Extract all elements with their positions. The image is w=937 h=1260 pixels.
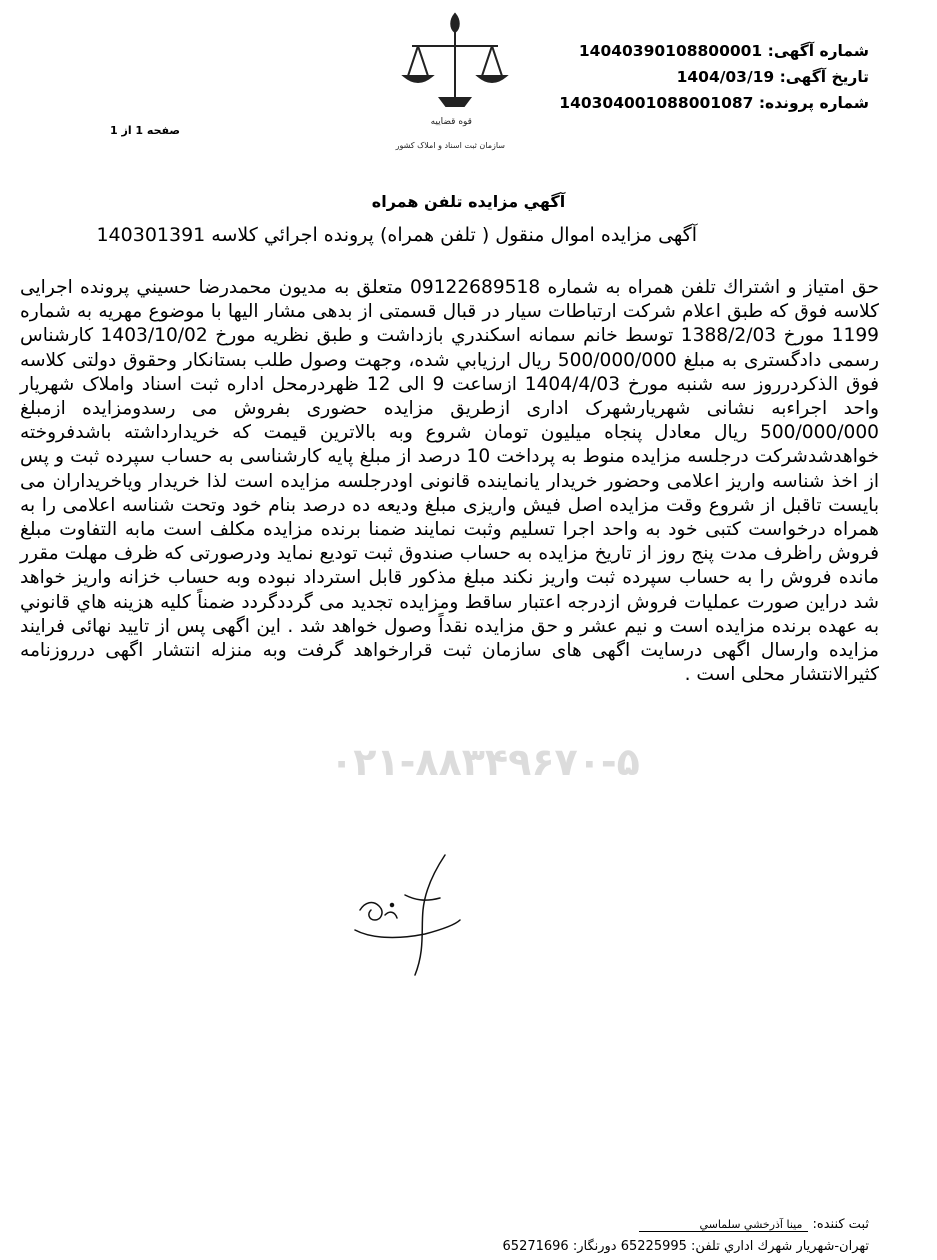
ad-date-row (559, 64, 869, 90)
footer (503, 1214, 869, 1258)
ad-number-row (559, 38, 869, 64)
page-number: صفحه 1 از 1 (110, 124, 181, 137)
file-number: 140304001088001087 (559, 94, 754, 112)
ad-date: 1404/03/19 (676, 68, 775, 86)
notice-subtitle: آگهی مزایده اموال منقول ( تلفن همراه) پرونده اجرائي كلاسه 140301391 (96, 224, 697, 246)
judiciary-emblem-icon (380, 6, 530, 156)
address-line: تهران-شهريار شهرك اداري تلفن: 65225995 دورنگار: 65271696 (502, 1239, 869, 1254)
emblem-caption-1: قوه قضاییه (430, 117, 472, 127)
registrar-label: ثبت كننده: (812, 1217, 869, 1232)
phone-watermark: ۰۲۱-۸۸۳۴۹۶۷۰-۵ (330, 740, 640, 784)
ad-number-label: شماره آگهی: (767, 42, 869, 60)
ad-date-label: تاریخ آگهی: (779, 68, 869, 86)
notice-body: حق امتياز و اشتراك تلفن همراه به شماره 09122689518 متعلق به مديون محمدرضا حسيني پرونده اجرایی كلاسه فوق كه طبق اعلام شركت ارتباطات سیار در قبال قسمتی از بدهی مشار الیها با موضوع مهریه به شماره 1199 مورخ 1388/2/03 توسط خانم سمانه اسكندري بازداشت و طبق نظریه مورخ 1403/10/02 كارشناس رسمی دادگستری به مبلغ 500/000/000 ريال ارزيابي شده، وجهت وصول طلب بستانكار وحقوق دولتی كلاسه فوق الذكردرروز سه شنبه مورخ 1404/4/03 ازساعت 9 الی 12 ظهردرمحل اداره ثبت اسناد واملاک شهریار واحد اجراءبه نشانی شهریارشهرک اداری ازطریق مزایده حضوری بفروش می رسدومزایده ازمبلغ 500/000/000 ریال معادل پنجاه میلیون تومان شروع وبه بالاترین قیمت که خریدارداشته باشدفروخته خواهدشدشرکت درجلسه مزایده منوط به پرداخت 10 درصد از مبلغ پایه کارشناسی به حساب سپرده ثبت و پس از اخذ شناسه واریز اعلامی وحضور خریدار یانماینده قانونی اودرجلسه مزایده است لذا خریدار ویاخریداران می بایست تاقبل از شروع وقت مزایده اصل فیش واریزی مبلغ ودیعه ده درصد بنام خود وتحت شناسه اعلامی را به همراه درخواست کتبی خود به واحد اجرا تسلیم وثبت نمایند ضمنا برنده مزایده مکلف است مابه التفاوت مبلغ فروش راظرف مدت پنج روز از تاریخ مزایده به حساب صندوق ثبت تودیع نماید ودرصورتی که ظرف مهلت مقرر مانده فروش را به حساب سپرده ثبت واریز نکند مبلغ مذکور قابل استرداد نبوده وبه حساب خزانه واریز خواهد شد دراین صورت عملیات فروش ازدرجه اعتبار ساقط ومزایده تجدید می گرددگردد ضمناً کلیه هزینه هاي قانوني به عهده برنده مزایده است و نیم عشر و حق مزایده نقداً وصول خواهد شد . این اگهی پس از تایید نهائی فرایند مزایده وارسال اگهی درسایت اگهی های سازمان ثبت قرارخواهد گرفت وبه منزله انتشار اگهی درروزنامه کثیرالانتشار محلی است . (20, 277, 879, 686)
signature-icon (345, 850, 465, 980)
file-number-label: شماره پرونده: (758, 94, 869, 112)
emblem-caption-2: سازمان ثبت اسناد و املاک کشور (395, 141, 505, 150)
file-number-row (559, 90, 869, 116)
registrar-name: مينا آذرخشي سلماسي (639, 1218, 808, 1232)
registrar-row (503, 1214, 869, 1236)
ad-number: 14040390108800001 (578, 42, 763, 60)
ad-meta (559, 38, 869, 116)
notice-title: آگهي مزايده تلفن همراه (371, 192, 566, 211)
